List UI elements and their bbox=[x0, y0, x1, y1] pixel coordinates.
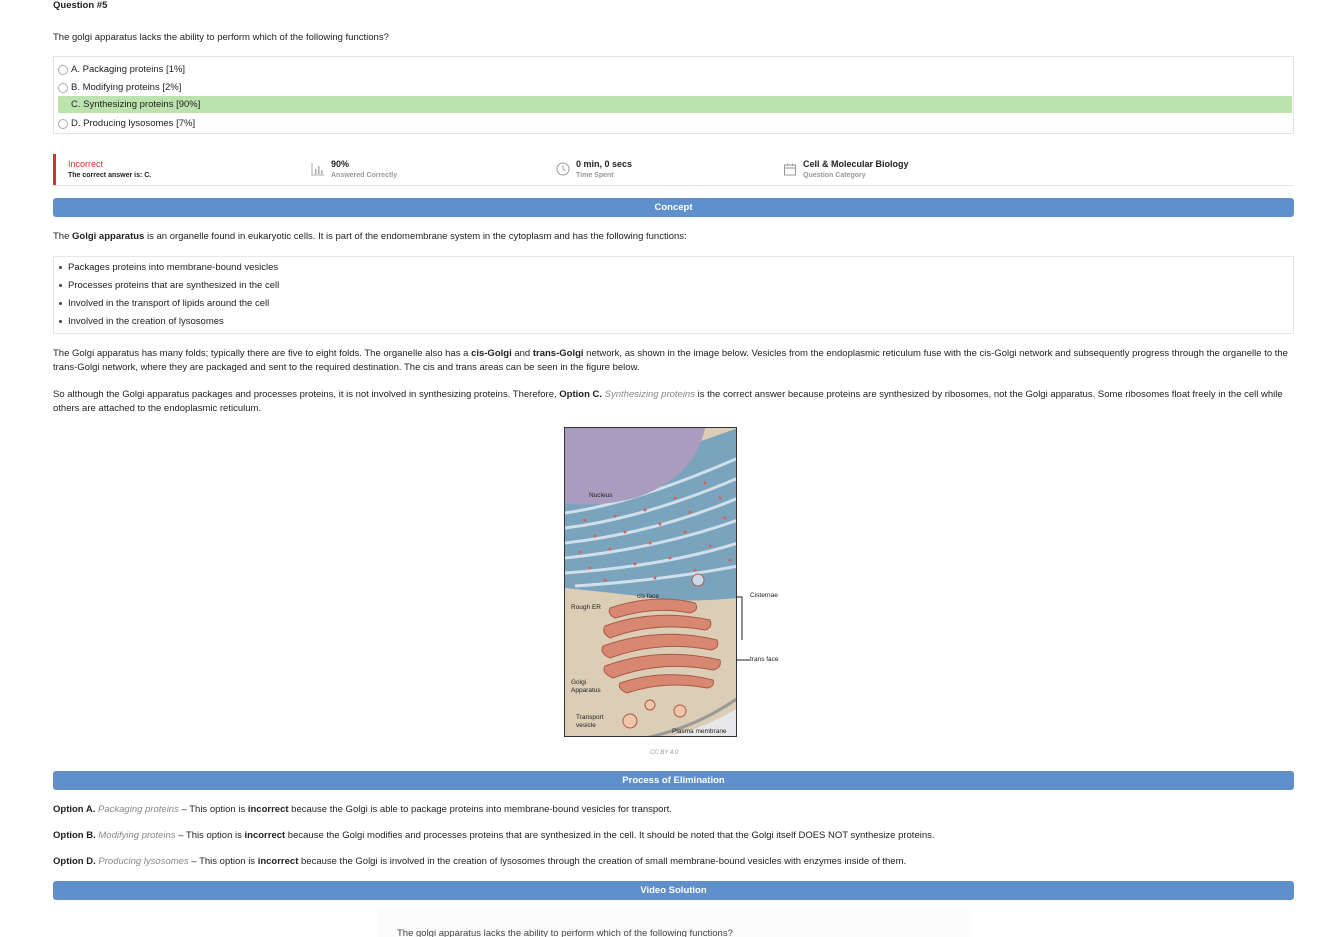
option-name: Packaging proteins bbox=[98, 804, 179, 815]
clock-icon bbox=[556, 162, 570, 176]
elim-text: – This option is bbox=[175, 830, 245, 841]
functions-list bbox=[53, 256, 1294, 334]
bullet-icon bbox=[59, 302, 62, 305]
list-item-text: Involved in the transport of lipids around the cell bbox=[68, 298, 270, 309]
bar-chart-icon bbox=[311, 162, 325, 176]
category-label: Question Category bbox=[803, 172, 866, 179]
elim-text: – This option is bbox=[188, 856, 258, 867]
figure-pointer-lines bbox=[736, 590, 750, 664]
bullet-icon bbox=[59, 320, 62, 323]
list-item-text: Processes proteins that are synthesized in the cell bbox=[68, 280, 280, 291]
answer-options bbox=[53, 56, 1294, 134]
time-label: Time Spent bbox=[576, 172, 614, 179]
golgi-diagram bbox=[564, 427, 737, 737]
verdict: incorrect bbox=[244, 830, 286, 841]
paragraph-text: So although the Golgi apparatus packages and processes proteins, it is not involved in synthesizing proteins. Therefore, bbox=[53, 389, 560, 400]
option-name: Producing lysosomes bbox=[98, 856, 189, 867]
option-label: B. Modifying proteins [2%] bbox=[71, 82, 182, 93]
radio-icon[interactable] bbox=[58, 100, 68, 110]
paragraph-bold: cis-Golgi bbox=[471, 348, 512, 359]
correct-answer: The correct answer is: C. bbox=[68, 172, 152, 179]
elimination-item-a bbox=[53, 804, 672, 815]
percent-label: Answered Correctly bbox=[331, 172, 398, 179]
transport-vesicle-label: Transport vesicle bbox=[576, 714, 604, 729]
paragraph-text: and bbox=[511, 348, 533, 359]
option-label: C. Synthesizing proteins [90%] bbox=[71, 99, 201, 110]
nucleus-label: Nucleus bbox=[589, 492, 613, 499]
video-preview-text: The golgi apparatus lacks the ability to perform which of the following functions? bbox=[397, 928, 733, 937]
option-ref: Option B. bbox=[53, 830, 96, 841]
paragraph-text: The Golgi apparatus has many folds; typically there are five to eight folds. The organelle also has a bbox=[53, 348, 472, 359]
elim-text: because the Golgi modifies and processes proteins that are synthesized in the cell. It should be noted that the Golgi itself DOES NOT synthesize proteins. bbox=[285, 830, 935, 841]
radio-icon[interactable] bbox=[58, 65, 68, 75]
time-value: 0 min, 0 secs bbox=[576, 159, 633, 169]
question-number: Question #5 bbox=[53, 0, 108, 11]
bullet-icon bbox=[59, 266, 62, 269]
list-item-text: Packages proteins into membrane-bound vesicles bbox=[68, 262, 279, 273]
radio-icon[interactable] bbox=[58, 119, 68, 129]
radio-icon[interactable] bbox=[58, 83, 68, 93]
elimination-item-d bbox=[53, 856, 906, 867]
figure-caption: CC BY 4.0 bbox=[650, 750, 679, 756]
percent-value: 90% bbox=[331, 159, 350, 169]
option-label: A. Packaging proteins [1%] bbox=[71, 64, 186, 75]
intro-text: The bbox=[53, 231, 73, 242]
list-item bbox=[59, 316, 224, 327]
list-item bbox=[59, 262, 278, 273]
option-name: Modifying proteins bbox=[98, 830, 176, 841]
list-item-text: Involved in the creation of lysosomes bbox=[68, 316, 224, 327]
concept-paragraph-2 bbox=[53, 347, 1298, 375]
incorrect-indicator bbox=[53, 154, 56, 185]
intro-text-2: is an organelle found in eukaryotic cells. It is part of the endomembrane system in the cytoplasm and has the following functions: bbox=[144, 231, 687, 242]
time-stat bbox=[576, 159, 632, 179]
concept-paragraph-3 bbox=[53, 388, 1298, 416]
rough-er-label: Rough ER bbox=[571, 604, 601, 611]
option-d[interactable] bbox=[58, 115, 1292, 132]
option-b[interactable] bbox=[58, 79, 1292, 96]
cisternae-label: Cisternae bbox=[750, 592, 778, 599]
option-label: D. Producing lysosomes [7%] bbox=[71, 118, 196, 129]
paragraph-text: network, as shown in the image below. Vesicles from the endoplasmic reticulum fuse with the cis-Golgi network and subsequently progress through the organelle to the trans-Golgi network, where they are packaged and sent to the required destination. The cis and trans areas can be seen in the figure below. bbox=[53, 348, 1288, 373]
category-stat bbox=[803, 159, 909, 179]
question-text: The golgi apparatus lacks the ability to perform which of the following functions? bbox=[53, 32, 389, 43]
option-c[interactable] bbox=[58, 96, 1292, 113]
intro-bold: Golgi apparatus bbox=[72, 231, 145, 242]
elim-text: – This option is bbox=[178, 804, 248, 815]
result-label: Incorrect bbox=[68, 159, 104, 169]
paragraph-bold: trans-Golgi bbox=[532, 348, 584, 359]
paragraph-bold: Option C. bbox=[559, 389, 603, 400]
paragraph-italic: Synthesizing proteins bbox=[604, 389, 695, 400]
category-value: Cell & Molecular Biology bbox=[803, 159, 909, 169]
option-a[interactable] bbox=[58, 61, 1292, 78]
video-player[interactable] bbox=[377, 907, 969, 937]
golgi-apparatus-label: Golgi Apparatus bbox=[571, 679, 601, 694]
option-ref: Option D. bbox=[53, 856, 96, 867]
result-stat bbox=[68, 159, 151, 179]
bullet-icon bbox=[59, 284, 62, 287]
elimination-item-b bbox=[53, 830, 935, 841]
elim-text: because the Golgi is involved in the creation of lysosomes through the creation of small membrane-bound vesicles with enzymes inside of them. bbox=[298, 856, 907, 867]
video-solution-header: Video Solution bbox=[53, 881, 1294, 900]
paragraph-text: is the correct answer because proteins are synthesized by ribosomes, not the Golgi apparatus. Some ribosomes float freely in the cell while others are attached to the endoplasmic reticulum. bbox=[53, 389, 1283, 414]
percent-stat bbox=[331, 159, 397, 179]
calendar-icon bbox=[783, 162, 797, 176]
trans-face-label: trans face bbox=[750, 656, 779, 663]
concept-header: Concept bbox=[53, 198, 1294, 217]
option-ref: Option A. bbox=[53, 804, 96, 815]
cis-face-label: cis face bbox=[637, 593, 660, 600]
elimination-header: Process of Elimination bbox=[53, 771, 1294, 790]
verdict: incorrect bbox=[247, 804, 289, 815]
list-item bbox=[59, 298, 269, 309]
elim-text: because the Golgi is able to package proteins into membrane-bound vesicles for transport. bbox=[288, 804, 672, 815]
result-stats bbox=[53, 154, 1294, 186]
verdict: incorrect bbox=[257, 856, 299, 867]
plasma-membrane-label: Plasma membrane bbox=[672, 728, 727, 735]
list-item bbox=[59, 280, 279, 291]
concept-intro bbox=[53, 230, 1298, 244]
